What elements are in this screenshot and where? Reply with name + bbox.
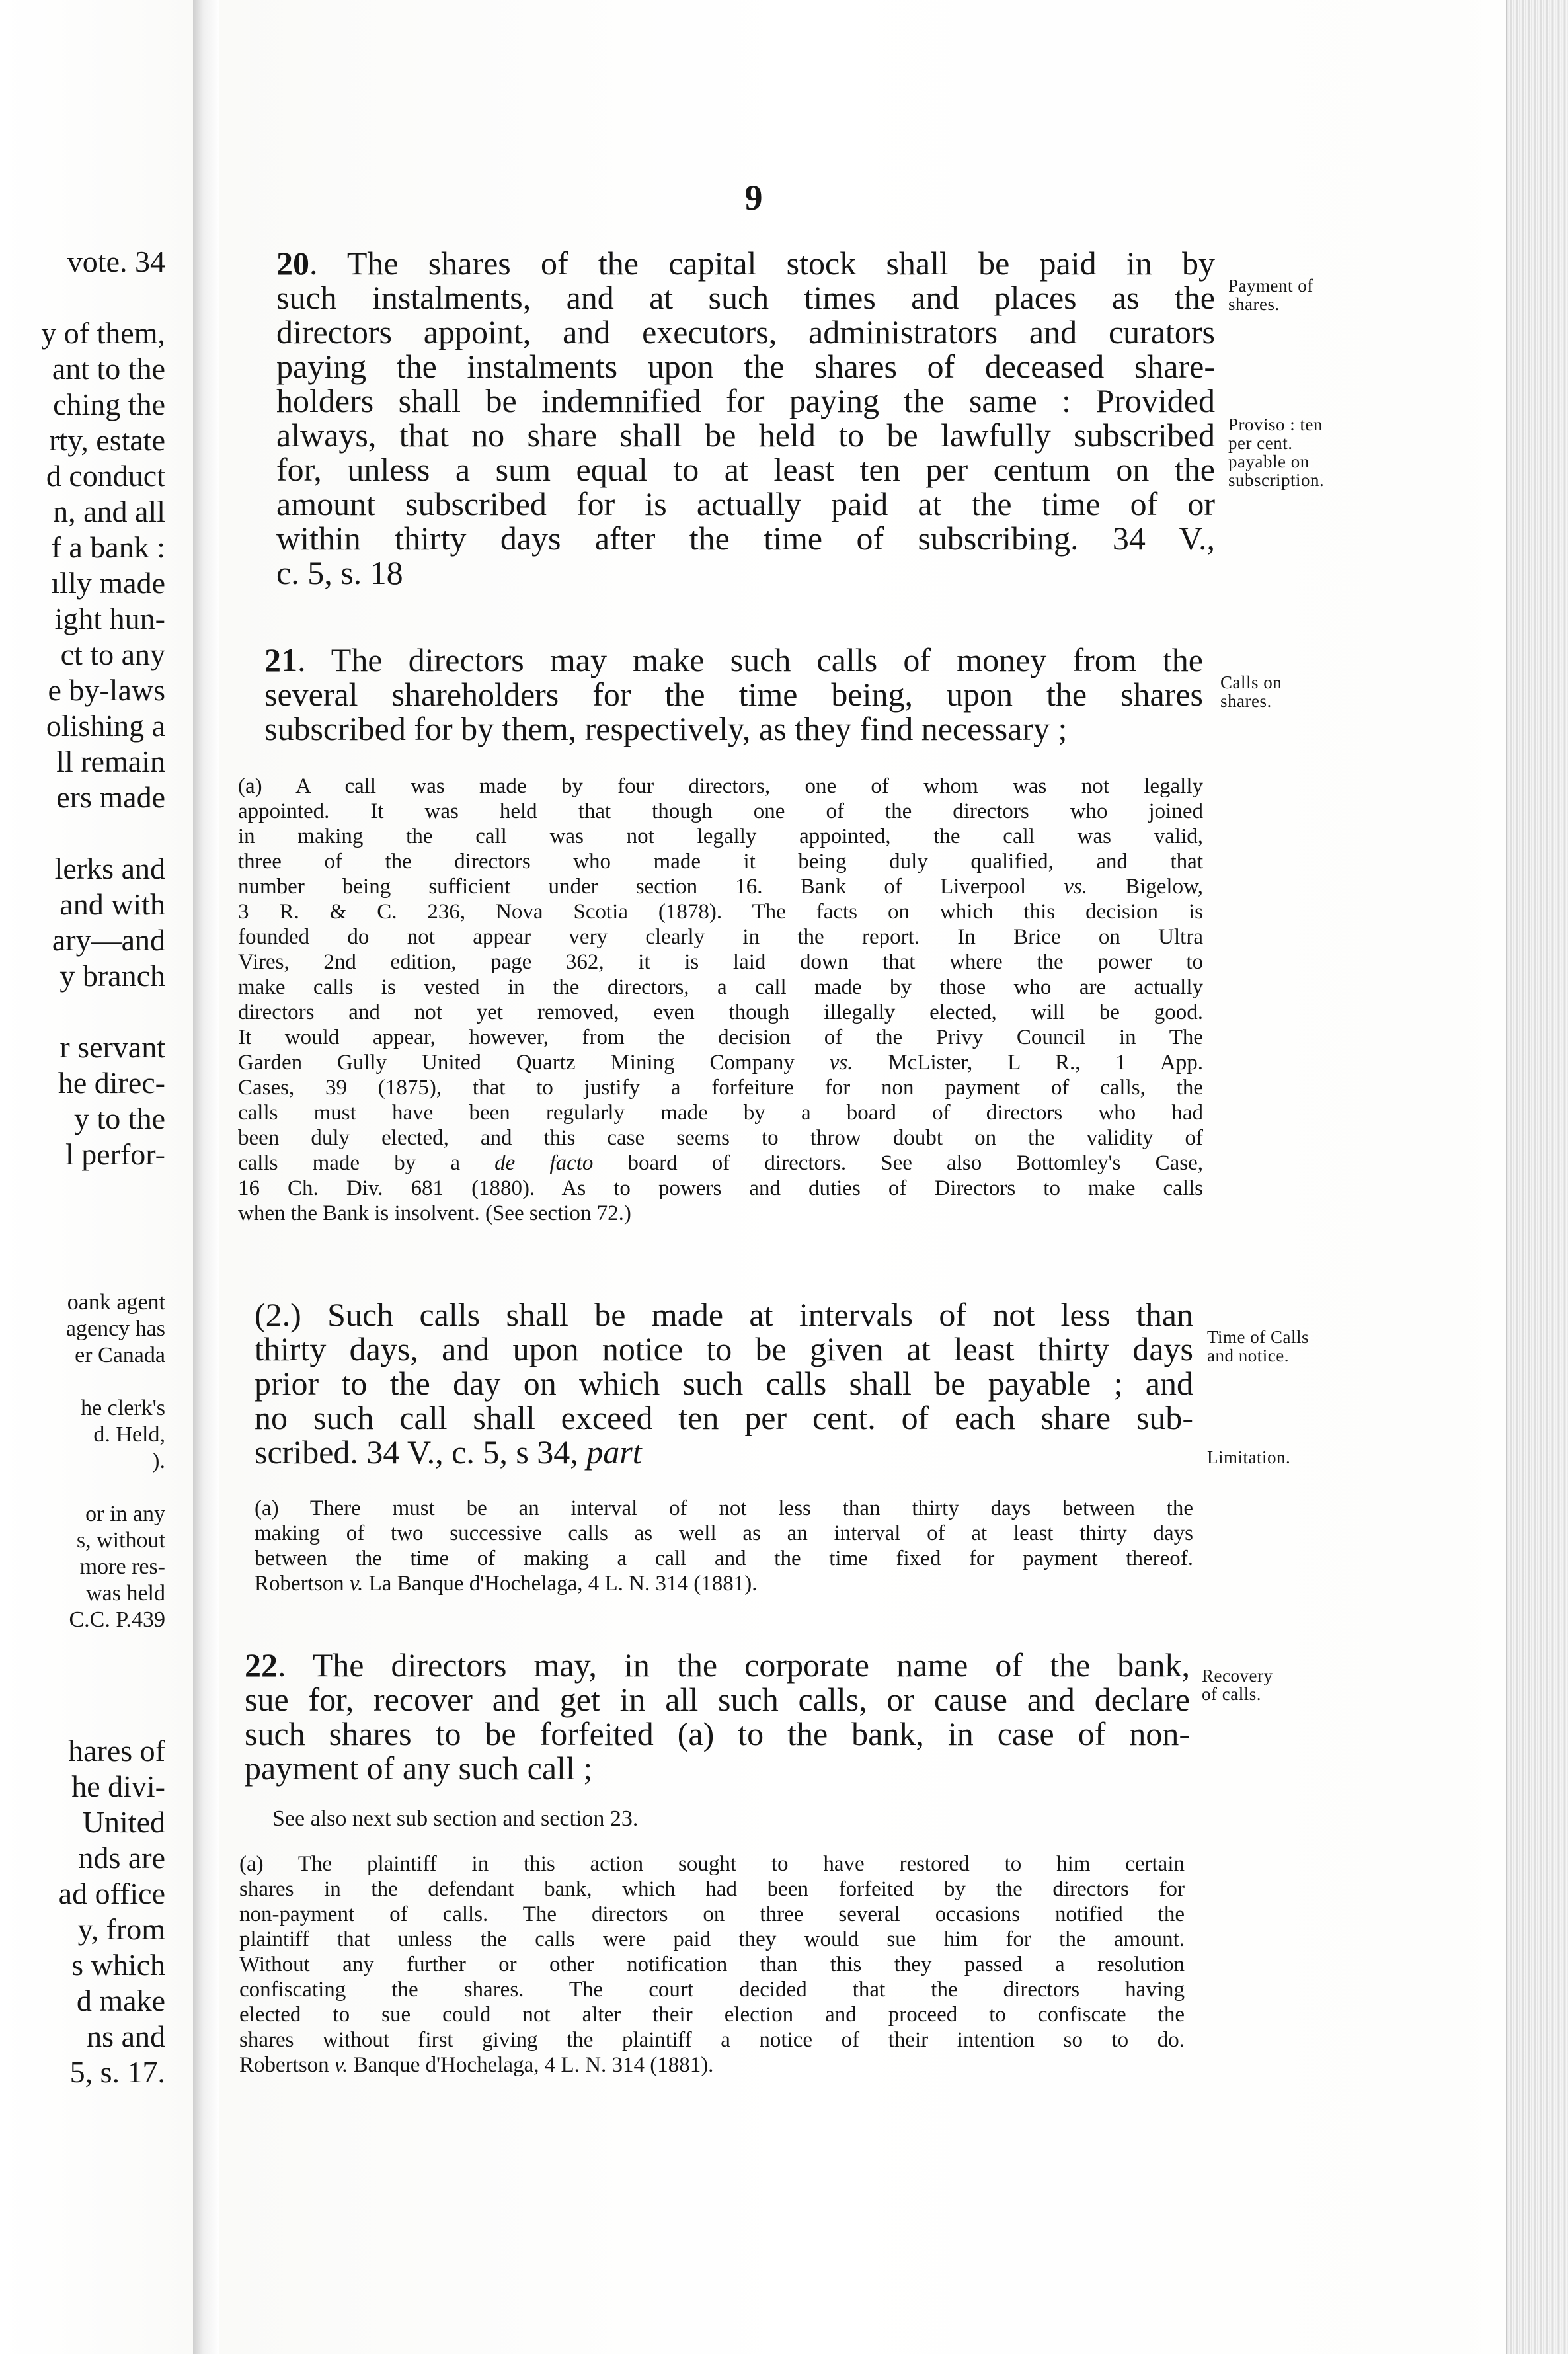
- note-line: number being sufficient under section 16. Bank of Liverpool vs. Bigelow,: [238, 875, 1204, 899]
- left-page-line: d conduct: [46, 459, 165, 493]
- note-line: between the time of making a call and the time fixed for payment thereof.: [255, 1547, 1193, 1570]
- section-line: for, unless a sum equal to at least ten per centum on the: [276, 451, 1215, 488]
- book-gutter: [193, 0, 219, 2354]
- note-line: non-payment of calls. The directors on three several occasions notified the: [239, 1902, 1185, 1926]
- section-line: payment of any such call ;: [245, 1750, 593, 1787]
- left-page-line: agency has: [65, 1317, 165, 1341]
- left-page-line: was held: [86, 1581, 165, 1605]
- left-page-line: s, without: [76, 1528, 165, 1553]
- note-line: Vires, 2nd edition, page 362, it is laid down that where the power to: [238, 950, 1203, 974]
- note-line: appointed. It was held that though one of the directors who joined: [238, 799, 1203, 823]
- left-page-line: y branch: [59, 959, 165, 993]
- section-number: 22: [245, 1646, 278, 1684]
- left-page-line: or in any: [85, 1502, 165, 1526]
- note-line: 16 Ch. Div. 681 (1880). As to powers and duties of Directors to make calls: [238, 1176, 1203, 1200]
- section-number: 21: [264, 641, 297, 678]
- left-page-line: more res-: [79, 1555, 165, 1579]
- note-line: shares in the defendant bank, which had been forfeited by the directors for: [239, 1877, 1185, 1901]
- section-line: 21. The directors may make such calls of money from the: [264, 641, 1203, 678]
- note-line: founded do not appear very clearly in the report. In Brice on Ultra: [238, 925, 1203, 949]
- left-page-line: lerks and: [54, 852, 165, 885]
- left-page-line: ad office: [58, 1877, 165, 1910]
- left-page-line: olishing a: [46, 709, 165, 743]
- note-robertson-interval: [255, 1496, 1193, 1596]
- left-page-line: and with: [59, 887, 165, 921]
- note-line: Garden Gully United Quartz Mining Company vs. McLister, L R., 1 App.: [238, 1051, 1203, 1075]
- note-line: confiscating the shares. The court decided that the directors having: [239, 1978, 1185, 2002]
- note-line: It would appear, however, from the decision of the Privy Council in The: [238, 1026, 1203, 1049]
- left-page-line: y of them,: [41, 316, 165, 350]
- section-line: paying the instalments upon the shares of deceased share-: [276, 348, 1215, 385]
- left-page-line: vote. 34: [67, 245, 165, 278]
- note-line: been duly elected, and this case seems to throw doubt on the validity of: [238, 1126, 1203, 1150]
- section-number: 20: [276, 245, 309, 282]
- margin-note-proviso: Proviso : ten per cent. payable on subscription.: [1228, 415, 1325, 490]
- margin-note-calls-on-shares: Calls on shares.: [1220, 672, 1282, 711]
- left-page-line: ct to any: [60, 637, 165, 671]
- margin-note-limitation: Limitation.: [1207, 1447, 1291, 1467]
- section-21: [264, 643, 1203, 746]
- section-line: c. 5, s. 18: [276, 554, 403, 591]
- section-line: subscribed for by them, respectively, as they find necessary ;: [264, 710, 1068, 747]
- left-page-line: he clerk's: [81, 1396, 165, 1420]
- note-line: when the Bank is insolvent. (See section 72.): [238, 1201, 631, 1225]
- left-page-line: rty, estate: [49, 423, 165, 457]
- section-line: within thirty days after the time of subscribing. 34 V.,: [276, 520, 1215, 557]
- left-page-line: ching the: [53, 387, 165, 421]
- margin-note-payment-of-shares: Payment of shares.: [1228, 276, 1313, 314]
- section-line: 22. The directors may, in the corporate name of the bank,: [245, 1646, 1190, 1684]
- see-also-note: See also next sub section and section 23.: [272, 1806, 639, 1831]
- left-page-line: hares of: [68, 1734, 165, 1767]
- note-bank-of-liverpool: [238, 774, 1203, 1226]
- note-line: plaintiff that unless the calls were paid they would sue him for the amount.: [239, 1928, 1185, 1951]
- note-line: directors and not yet removed, even though illegally elected, will be good.: [238, 1000, 1203, 1024]
- section-20: [276, 246, 1215, 590]
- section-line: several shareholders for the time being, upon the shares: [264, 676, 1203, 713]
- section-line: holders shall be indemnified for paying the same : Provided: [276, 382, 1215, 419]
- note-line: (a) There must be an interval of not less than thirty days between the: [255, 1496, 1193, 1520]
- left-page-line: he divi-: [71, 1769, 165, 1803]
- note-line: shares without first giving the plaintiff a notice of their intention so to do.: [239, 2028, 1185, 2052]
- note-line: three of the directors who made it being duly qualified, and that: [238, 850, 1203, 873]
- section-line: thirty days, and upon notice to be given at least thirty days: [255, 1330, 1193, 1367]
- left-page-line: y, from: [77, 1912, 165, 1946]
- note-line: (a) A call was made by four directors, one of whom was not legally: [238, 774, 1203, 798]
- left-page-line: ll remain: [56, 745, 165, 778]
- left-page-fragment: [0, 0, 192, 2354]
- note-robertson-forfeiture: [239, 1851, 1185, 2078]
- section-line: such shares to be forfeited (a) to the bank, in case of non-: [245, 1715, 1190, 1752]
- left-page-line: United: [82, 1805, 165, 1839]
- note-line: in making the call was not legally appointed, the call was valid,: [238, 825, 1203, 848]
- left-page-line: 5, s. 17.: [69, 2055, 165, 2089]
- note-line: Robertson v. La Banque d'Hochelaga, 4 L. N. 314 (1881).: [255, 1572, 758, 1596]
- page-edges: [1506, 0, 1568, 2354]
- section-line: no such call shall exceed ten per cent. of each share sub-: [255, 1399, 1193, 1436]
- page-number: 9: [744, 178, 763, 218]
- left-page-line: ers made: [56, 780, 165, 814]
- section-21-subsection-2: [255, 1297, 1193, 1469]
- section-line: sue for, recover and get in all such calls, or cause and declare: [245, 1681, 1190, 1718]
- left-page-line: oank agent: [67, 1290, 165, 1315]
- left-page-line: ılly made: [51, 566, 165, 600]
- left-page-line: er Canada: [75, 1343, 165, 1367]
- section-line: directors appoint, and executors, administrators and curators: [276, 313, 1215, 350]
- section-line: such instalments, and at such times and places as the: [276, 279, 1215, 316]
- note-line: calls made by a de facto board of directors. See also Bottomley's Case,: [238, 1151, 1203, 1175]
- section-line: always, that no share shall be held to be lawfully subscribed: [276, 417, 1215, 454]
- left-page-line: ns and: [87, 2019, 165, 2053]
- section-line: (2.) Such calls shall be made at intervals of not less than: [255, 1296, 1193, 1333]
- left-page-line: he direc-: [58, 1066, 165, 1100]
- left-page-line: n, and all: [53, 495, 165, 528]
- margin-note-time-of-calls: Time of Calls and notice.: [1207, 1327, 1310, 1365]
- left-page-line: ight hun-: [54, 602, 165, 635]
- left-page-line: ).: [152, 1449, 165, 1473]
- left-page-line: l perfor-: [65, 1137, 165, 1171]
- note-line: Robertson v. Banque d'Hochelaga, 4 L. N. 314 (1881).: [239, 2053, 714, 2077]
- left-page-line: y to the: [74, 1102, 165, 1135]
- section-22: [245, 1648, 1190, 1785]
- left-page-line: f a bank :: [51, 530, 165, 564]
- note-line: elected to sue could not alter their election and proceed to confiscate the: [239, 2003, 1185, 2027]
- note-line: calls must have been regularly made by a board of directors who had: [238, 1101, 1203, 1125]
- left-page-line: d make: [76, 1984, 165, 2017]
- section-line: prior to the day on which such calls shall be payable ; and: [255, 1365, 1193, 1402]
- left-page-line: nds are: [78, 1841, 165, 1875]
- left-page-line: C.C. P.439: [69, 1607, 165, 1632]
- note-line: Without any further or other notification than this they passed a resolution: [239, 1953, 1185, 1976]
- note-line: make calls is vested in the directors, a call made by those who are actually: [238, 975, 1203, 999]
- section-line: amount subscribed for is actually paid at the time of or: [276, 485, 1215, 522]
- left-page-line: r servant: [59, 1030, 165, 1064]
- left-page-line: e by-laws: [48, 673, 165, 707]
- section-line: scribed. 34 V., c. 5, s 34, part: [255, 1434, 642, 1471]
- left-page-line: ary—and: [52, 923, 165, 957]
- left-page-line: s which: [71, 1948, 165, 1982]
- note-line: 3 R. & C. 236, Nova Scotia (1878). The facts on which this decision is: [238, 900, 1203, 924]
- section-line: 20. The shares of the capital stock shall be paid in by: [276, 245, 1215, 282]
- note-line: Cases, 39 (1875), that to justify a forfeiture for non payment of calls, the: [238, 1076, 1203, 1100]
- margin-note-recovery-of-calls: Recovery of calls.: [1202, 1666, 1273, 1704]
- left-page-line: ant to the: [52, 352, 165, 386]
- left-page-line: d. Held,: [93, 1422, 165, 1447]
- note-line: (a) The plaintiff in this action sought to have restored to him certain: [239, 1852, 1185, 1876]
- note-line: making of two successive calls as well as an interval of at least thirty days: [255, 1522, 1193, 1545]
